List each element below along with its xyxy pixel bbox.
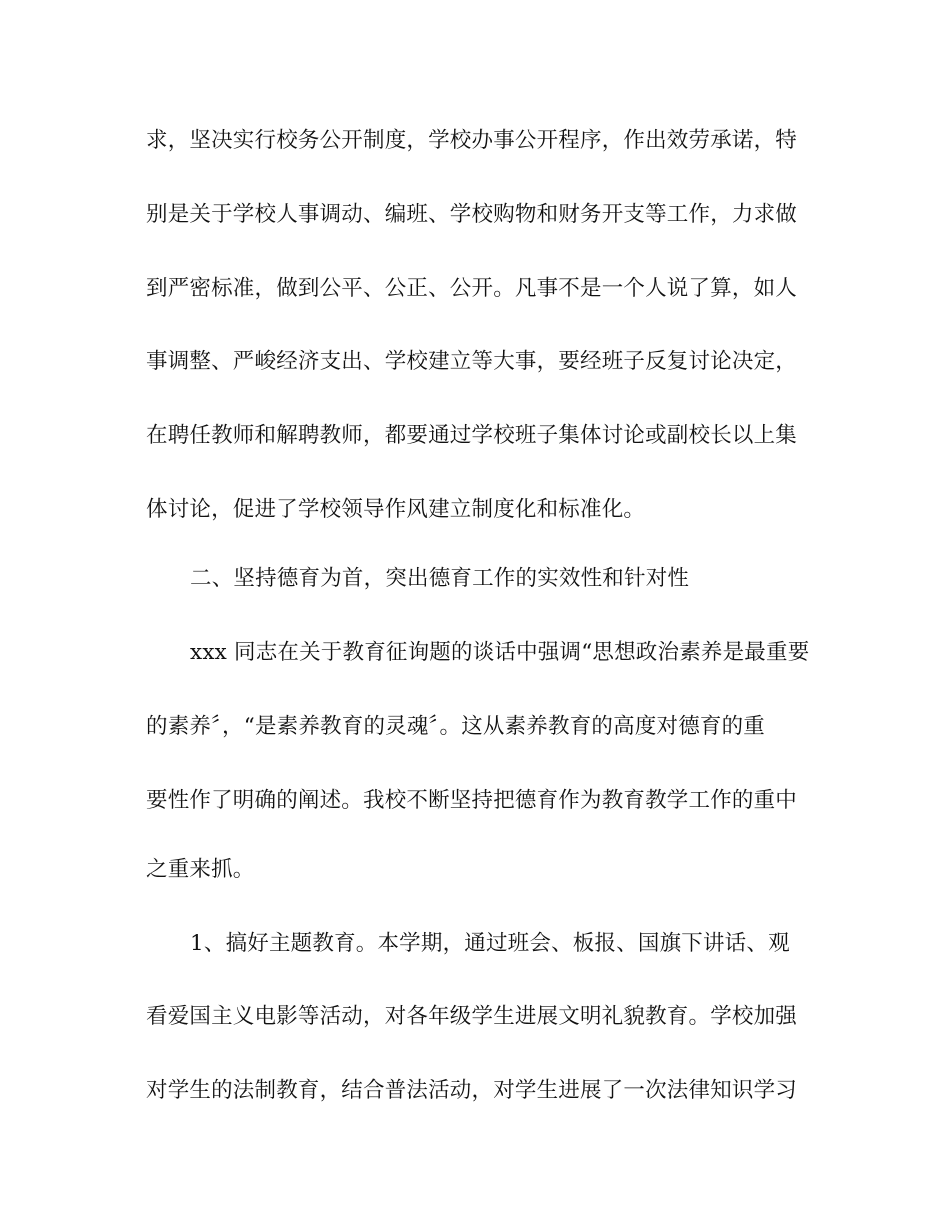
- text-line: 体讨论，促进了学校领导作风建立制度化和标准化。: [146, 497, 646, 522]
- text-line: 的素养〞，“是素养教育的灵魂〞。这从素养教育的高度对德育的重: [146, 714, 765, 739]
- text-line: xxx 同志在关于教育征询题的谈话中强调“思想政治素养是最重要: [190, 640, 810, 665]
- text-line: 1、搞好主题教育。本学期，通过班会、板报、国旗下讲话、观: [190, 931, 790, 956]
- text-line: 别是关于学校人事调动、编班、学校购物和财务开支等工作，力求做: [146, 202, 798, 227]
- text-line: 到严密标准，做到公平、公正、公开。凡事不是一个人说了算，如人: [146, 276, 798, 301]
- text-line: 对学生的法制教育，结合普法活动，对学生进展了一次法律知识学习: [146, 1078, 798, 1103]
- text-line: 看爱国主义电影等活动，对各年级学生进展文明礼貌教育。学校加强: [146, 1004, 798, 1029]
- text-line: 要性作了明确的阐述。我校不断坚持把德育作为教育教学工作的重中: [146, 788, 798, 813]
- text-line: 在聘任教师和解聘教师，都要通过学校班子集体讨论或副校长以上集: [146, 423, 798, 448]
- text-line: 事调整、严峻经济支出、学校建立等大事，要经班子反复讨论决定，: [146, 349, 798, 374]
- text-line: 之重来抓。: [146, 857, 255, 882]
- section-heading: 二、坚持德育为首，突出德育工作的实效性和针对性: [190, 566, 690, 591]
- text-line: 求，坚决实行校务公开制度，学校办事公开程序，作出效劳承诺，特: [146, 128, 798, 153]
